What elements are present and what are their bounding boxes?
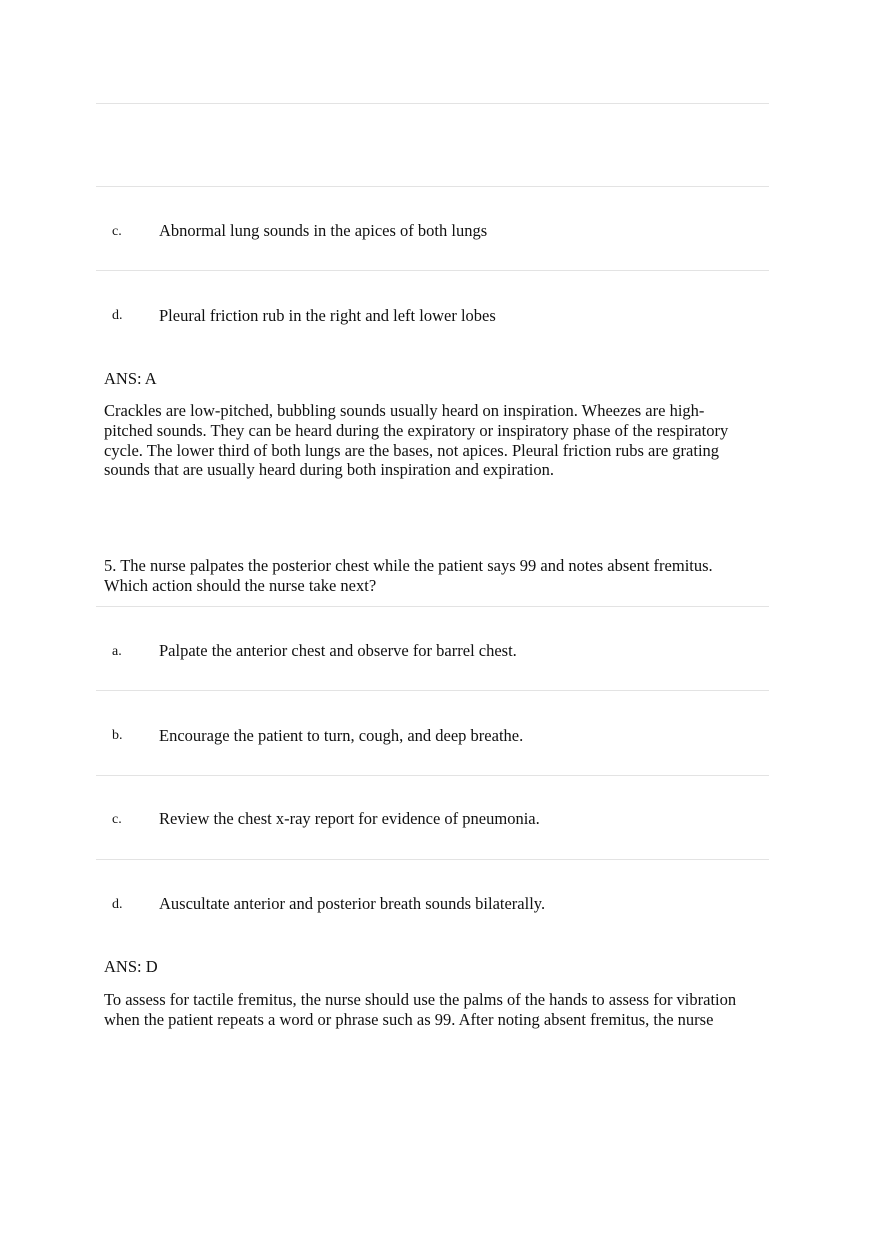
- divider: [96, 270, 769, 271]
- divider: [96, 186, 769, 187]
- option-text: Review the chest x-ray report for evidence of pneumonia.: [159, 809, 540, 828]
- option-text: Encourage the patient to turn, cough, and deep breathe.: [159, 726, 524, 745]
- option-text: Abnormal lung sounds in the apices of both lungs: [159, 221, 488, 240]
- rationale-line: Crackles are low-pitched, bubbling sounds usually heard on inspiration. Wheezes are high-: [104, 401, 705, 420]
- option-letter: a.: [112, 644, 122, 659]
- question-stem: [104, 556, 774, 596]
- divider: [96, 859, 769, 860]
- answer-key: ANS: D: [104, 957, 158, 976]
- option-letter: d.: [112, 897, 123, 912]
- divider: [96, 690, 769, 691]
- rationale-line: sounds that are usually heard during both inspiration and expiration.: [104, 460, 554, 480]
- option-text: Auscultate anterior and posterior breath sounds bilaterally.: [159, 894, 546, 913]
- rationale-line: cycle. The lower third of both lungs are the bases, not apices. Pleural friction rubs are grating: [104, 440, 720, 460]
- question-line: 5. The nurse palpates the posterior chest while the patient says 99 and notes absent fremitus.: [104, 556, 713, 575]
- rationale-line: To assess for tactile fremitus, the nurse should use the palms of the hands to assess for vibration: [104, 990, 737, 1009]
- option-letter: c.: [112, 812, 122, 827]
- rationale-line: when the patient repeats a word or phrase such as 99. After noting absent fremitus, the nurse: [104, 1009, 714, 1029]
- option-text: Palpate the anterior chest and observe for barrel chest.: [159, 641, 517, 660]
- divider: [96, 103, 769, 104]
- rationale-line: pitched sounds. They can be heard during the expiratory or inspiratory phase of the respiratory: [104, 420, 729, 440]
- divider: [96, 606, 769, 607]
- option-letter: b.: [112, 728, 123, 743]
- option-letter: d.: [112, 308, 123, 323]
- question-line: Which action should the nurse take next?: [104, 575, 377, 595]
- answer-key: ANS: A: [104, 369, 157, 388]
- rationale-paragraph: [104, 990, 774, 1030]
- option-letter: c.: [112, 224, 122, 239]
- rationale-paragraph: [104, 401, 774, 480]
- divider: [96, 775, 769, 776]
- option-text: Pleural friction rub in the right and left lower lobes: [159, 306, 496, 325]
